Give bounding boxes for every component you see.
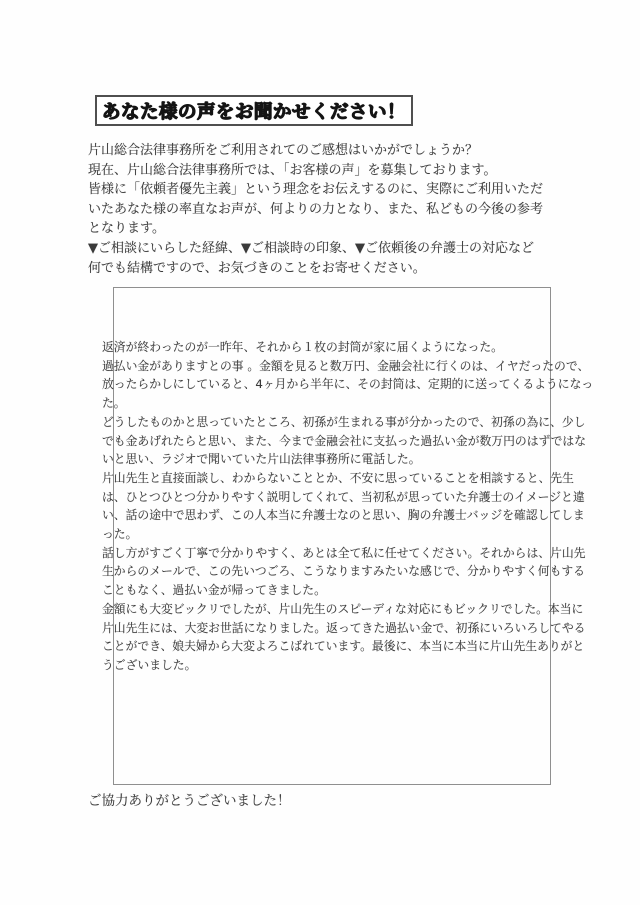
text-line: 放ったらかしにしていると、4ヶ月から半年に、その封筒は、定期的に送ってくるようになっ <box>102 377 594 392</box>
footer-thanks: ご協力ありがとうございました！ <box>88 793 291 809</box>
text-line: 返済が終わったのが一昨年、それから１枚の封筒が家に届くようになった。 <box>102 340 503 354</box>
text-line: 過払い金がありますとの事 。金額を見ると数万円、金融会社に行くのは、イヤだったので、 <box>102 358 590 373</box>
text-line: った。 <box>102 527 138 542</box>
text-line: いと思い、ラジオで聞いていた片山法律事務所に電話した。 <box>102 452 421 467</box>
text-line: 現在、片山総合法律事務所では、「お客様の声」を募集しております。 <box>88 162 497 178</box>
text-line: こともなく、過払い金が帰ってきました。 <box>102 583 326 598</box>
text-line: ことができ、娘夫婦から大変よろこばれています。最後に、本当に本当に片山先生ありがと <box>102 639 585 654</box>
testimonial-text <box>102 338 594 675</box>
text-line: 話し方がすごく丁寧で分かりやすく、あとは全て私に任せてください。それからは、片山先 <box>102 545 586 560</box>
title-banner <box>95 95 413 126</box>
text-line: 金額にも大変ビックリでしたが、片山先生のスピーディな対応にもビックリでした。本当に <box>102 601 584 616</box>
text-line: は、ひとつひとつ分かりやすく説明してくれて、当初私が思っていた弁護士のイメージと違 <box>102 489 585 504</box>
text-line: ▼ご相談にいらした経緯、▼ご相談時の印象、▼ご依頼後の弁護士の対応など <box>88 240 534 256</box>
intro-paragraph <box>88 141 562 278</box>
text-line: 片山総合法律事務所をご利用されてのご感想はいかがでしょうか？ <box>88 143 479 158</box>
text-line: どうしたものかと思っていたところ、初孫が生まれる事が分かったので、初孫の為に、少し <box>102 414 586 429</box>
text-line: 皆様に「依頼者優先主義」という理念をお伝えするのに、実際にご利用いただ <box>88 182 544 198</box>
text-line: 生からのメールで、この先いつごろ、こうなりますみたいな感じで、分かりやすく何もする <box>102 564 585 579</box>
text-line: 片山先生には、大変お世話になりました。返ってきた過払い金で、初孫にいろいろしてやる <box>102 620 586 635</box>
text-line: い、話の途中で思わず、この人本当に弁護士なのと思い、胸の弁護士バッジを確認してしま <box>102 508 585 523</box>
text-line: となります。 <box>88 221 165 237</box>
text-line: 何でも結構ですので、お気づきのことをお寄せください。 <box>88 260 426 276</box>
text-line: た。 <box>102 396 126 411</box>
text-line: 片山先生と直接面談し、わからないこととか、不安に思っていることを相談すると、先生 <box>102 470 574 485</box>
text-line: いたあなた様の率直なお声が、何よりの力となり、また、私どもの今後の参考 <box>88 201 544 217</box>
text-line: でも金あげれたらと思い、また、今まで金融会社に支払った過払い金が数万円のはずではな <box>102 433 587 448</box>
text-line: うございました。 <box>102 657 197 672</box>
page-title: あなた様の声をお聞かせください！ <box>101 101 406 123</box>
